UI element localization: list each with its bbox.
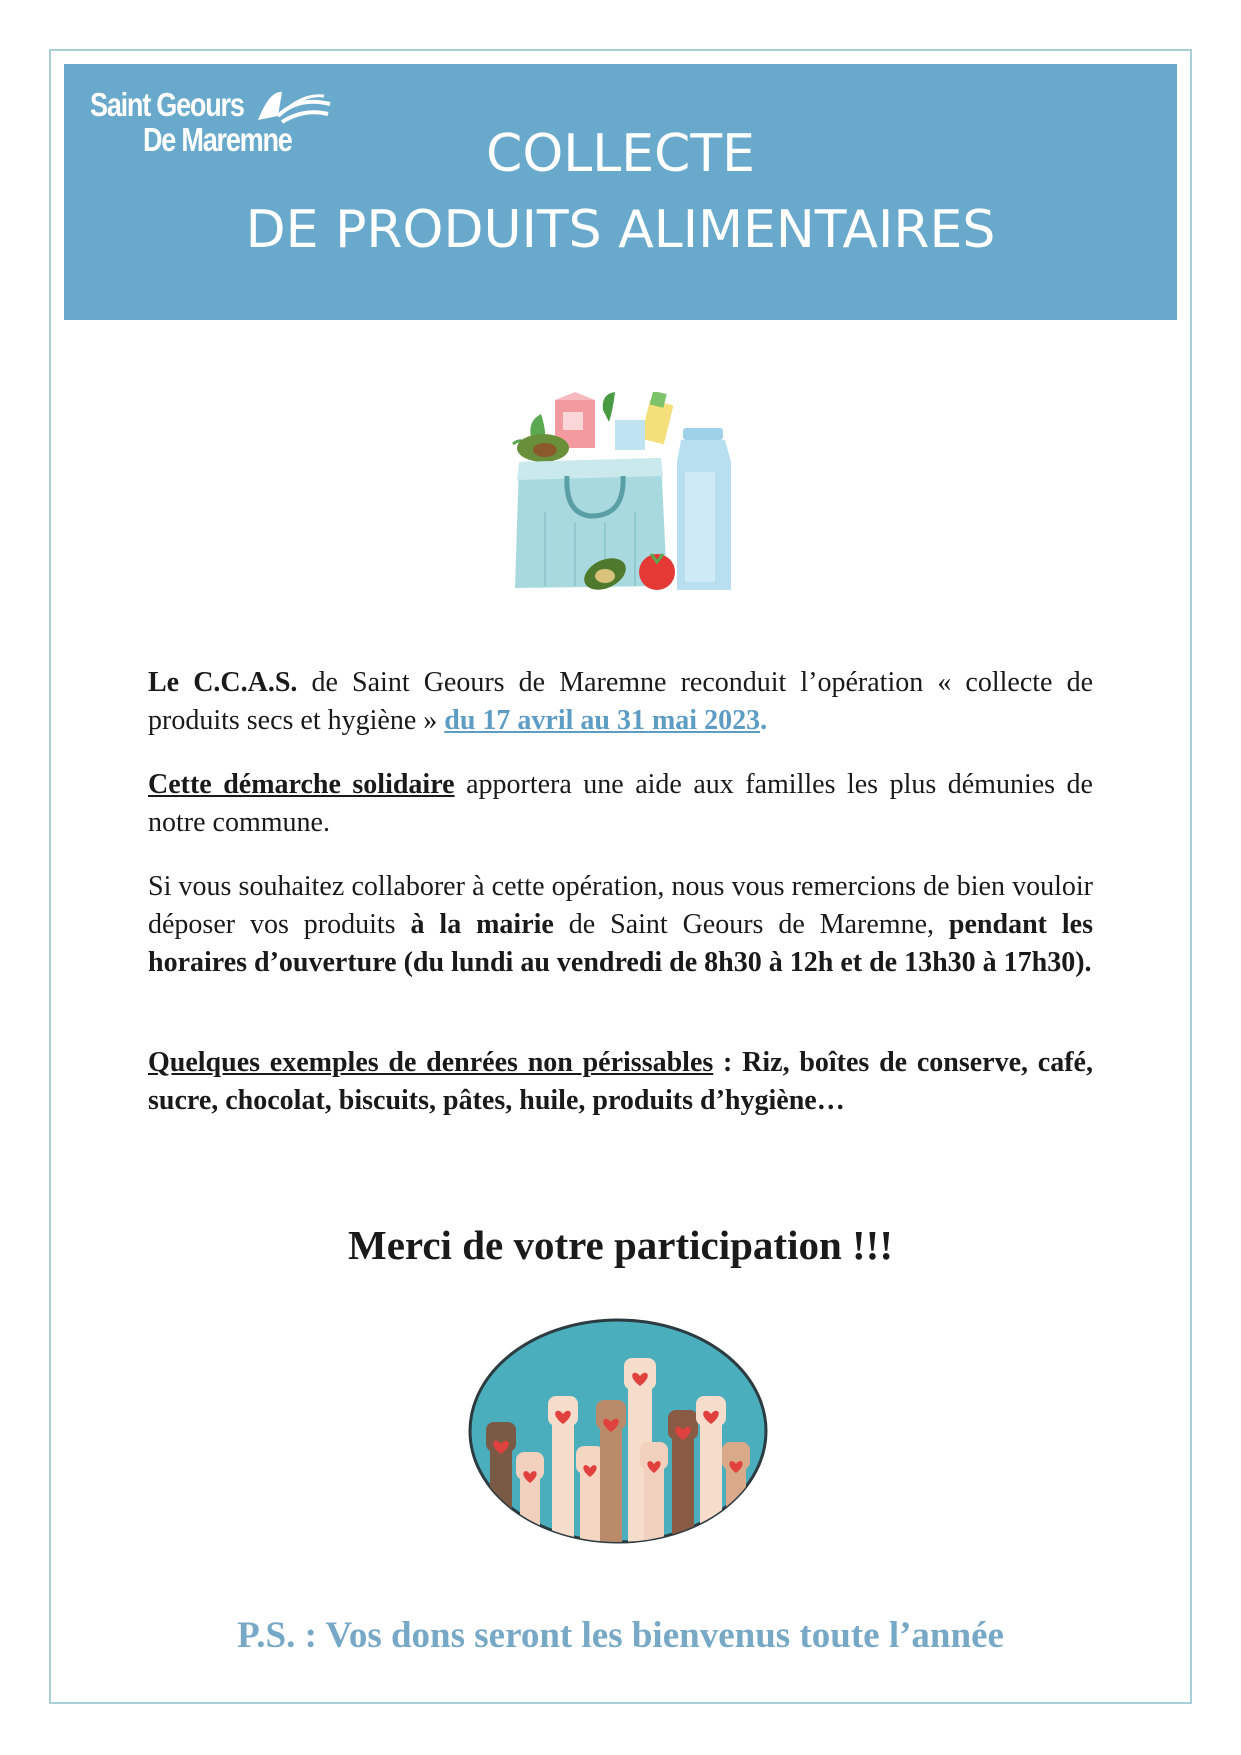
paragraph-instructions	[148, 868, 1093, 982]
instructions-mid: de Saint Geours de Maremne,	[553, 909, 949, 940]
solidarity-text: apportera une aide aux familles les plus démunies de notre commune.	[148, 769, 1093, 838]
instructions-start: Si vous souhaitez collaborer à cette opération, nous vous remercions de bien vouloir déposer vos produits	[148, 871, 1093, 940]
examples-lead: Quelques exemples de denrées non périssables	[148, 1047, 714, 1078]
drop-off-place: à la mairie	[410, 909, 554, 940]
thanks-message: Merci de votre participation !!!	[348, 1222, 893, 1268]
solidarity-lead: Cette démarche solidaire	[148, 769, 455, 800]
examples-list: Riz, boîtes de conserve, café, sucre, chocolat, biscuits, pâtes, huile, produits d’hygiène…	[148, 1047, 1093, 1116]
logo-wave-icon	[254, 86, 332, 126]
header-banner	[64, 64, 1177, 320]
ccas-label: Le C.C.A.S.	[148, 667, 298, 698]
logo-line2: De Maremne	[143, 121, 292, 158]
logo-line1: Saint Geours	[90, 86, 244, 123]
ps-note: P.S. : Vos dons seront les bienvenus toute l’année	[237, 1615, 1004, 1656]
banner-title-line2: DE PRODUITS ALIMENTAIRES	[245, 200, 996, 260]
grocery-bag-icon	[505, 392, 737, 592]
intro-end: .	[760, 705, 768, 736]
paragraph-intro	[148, 664, 1093, 740]
collection-dates: du 17 avril au 31 mai 2023	[444, 705, 761, 736]
examples-separator: :	[713, 1047, 743, 1078]
intro-text: de Saint Geours de Maremne reconduit l’opération « collecte de produits secs et hygiène »	[148, 667, 1093, 736]
raised-hands-hearts-icon	[468, 1318, 768, 1544]
paragraph-solidarity	[148, 766, 1093, 842]
banner-title-line1: COLLECTE	[486, 124, 755, 184]
paragraph-examples	[148, 1044, 1093, 1120]
opening-hours: pendant les horaires d’ouverture (du lundi au vendredi de 8h30 à 12h et de 13h30 à 17h30).	[148, 909, 1093, 978]
